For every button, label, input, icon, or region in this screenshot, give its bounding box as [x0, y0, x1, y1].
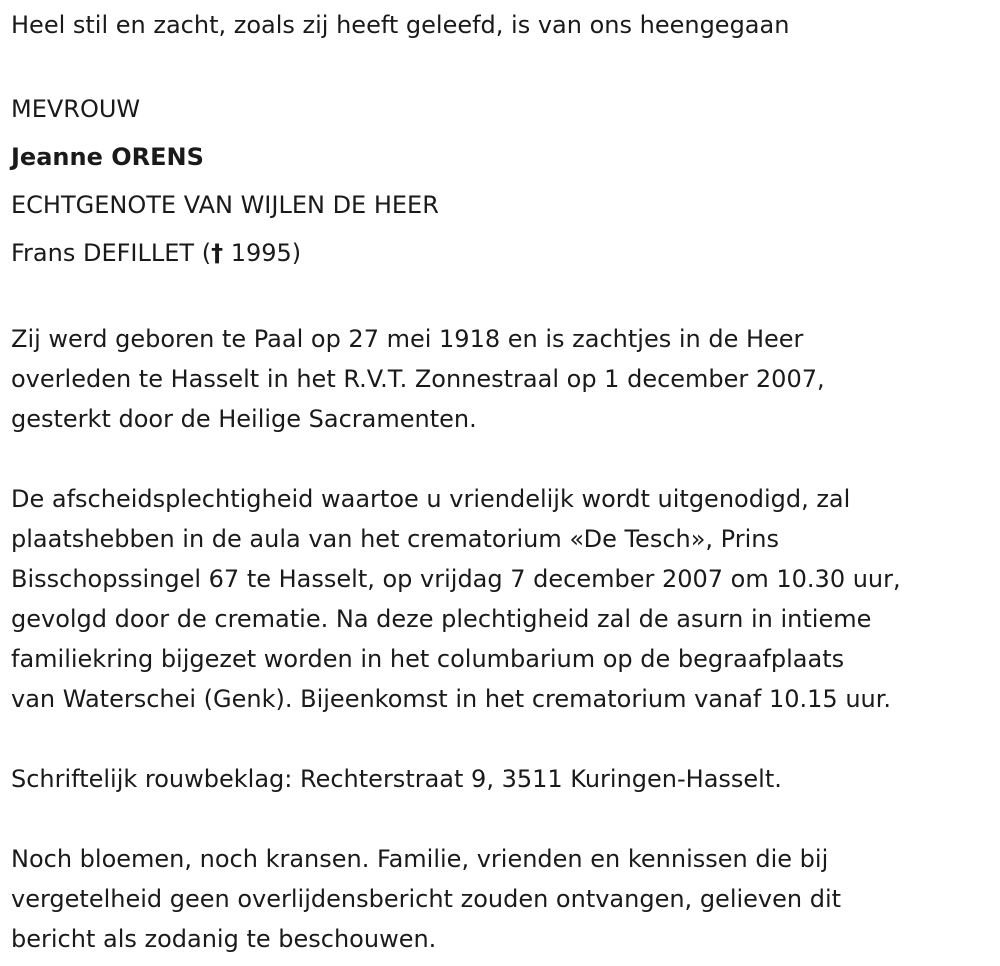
closing-paragraph: [11, 839, 996, 959]
paragraph-line: bericht als zodanig te beschouwen.: [11, 925, 437, 953]
title-line: MEVROUW: [11, 95, 141, 123]
ceremony-paragraph: [11, 479, 996, 719]
spouse-line: [11, 229, 996, 277]
spacer: [11, 799, 996, 839]
spacer: [11, 439, 996, 479]
spouse-year: 1995): [223, 239, 302, 267]
paragraph-line: Zij werd geboren te Paal op 27 mei 1918 en is zachtjes in de Heer: [11, 325, 804, 353]
paragraph-line: gevolgd door de crematie. Na deze plechtigheid zal de asurn in intieme: [11, 605, 872, 633]
paragraph-line: plaatshebben in de aula van het crematorium «De Tesch», Prins: [11, 525, 779, 553]
paragraph-line: gesterkt door de Heilige Sacramenten.: [11, 405, 477, 433]
paragraph-line: Noch bloemen, noch kransen. Familie, vrienden en kennissen die bij: [11, 845, 829, 873]
cross-icon: †: [211, 239, 224, 267]
spacer: [11, 277, 996, 319]
paragraph-line: familiekring bijgezet worden in het columbarium op de begraafplaats: [11, 645, 845, 673]
obituary-document: [11, 0, 996, 959]
paragraph-line: van Waterschei (Genk). Bijeenkomst in het crematorium vanaf 10.15 uur.: [11, 685, 892, 713]
paragraph-line: overleden te Hasselt in het R.V.T. Zonnestraal op 1 december 2007,: [11, 365, 825, 393]
paragraph-line: Bisschopssingel 67 te Hasselt, op vrijdag 7 december 2007 om 10.30 uur,: [11, 565, 901, 593]
birth-paragraph: [11, 319, 996, 439]
paragraph-line: vergetelheid geen overlijdensbericht zouden ontvangen, gelieven dit: [11, 885, 842, 913]
condolence-address: Schriftelijk rouwbeklag: Rechterstraat 9, 3511 Kuringen-Hasselt.: [11, 765, 782, 793]
deceased-name: Jeanne ORENS: [11, 143, 204, 171]
paragraph-line: De afscheidsplechtigheid waartoe u vriendelijk wordt uitgenodigd, zal: [11, 485, 851, 513]
spouse-name: Frans DEFILLET (: [11, 239, 212, 267]
spacer: [11, 719, 996, 759]
relation-line: ECHTGENOTE VAN WIJLEN DE HEER: [11, 191, 439, 219]
spacer: [11, 45, 996, 85]
intro-text: Heel stil en zacht, zoals zij heeft geleefd, is van ons heengegaan: [11, 11, 790, 39]
